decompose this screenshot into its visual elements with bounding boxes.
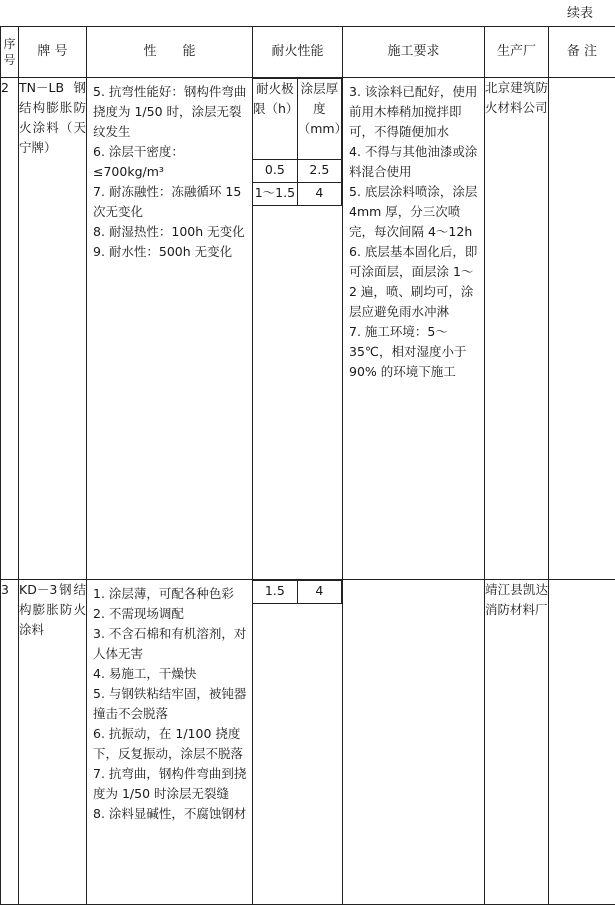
list-item: 6. 底层基本固化后，即可涂面层，面层涂 1～2 遍，喷、刷均可，涂层应避免雨水冲淋 — [349, 244, 478, 319]
list-item: 5. 抗弯性能好：钢构件弯曲挠度为 1/50 时，涂层无裂纹发生 — [93, 84, 247, 139]
row-number: 2 — [1, 78, 19, 580]
performance-cell — [87, 78, 253, 580]
list-item: 6. 涂层干密度：≤700kg/m³ — [93, 144, 184, 179]
header-manufacturer: 生产厂 — [485, 27, 549, 78]
fire-limit-value: 1～1.5 — [253, 183, 297, 206]
fire-thickness-header: 涂层厚度（mm） — [297, 79, 341, 160]
list-item: 3. 该涂料已配好，使用前用木棒稍加搅拌即可，不得随便加水 — [349, 84, 478, 139]
remarks-cell — [549, 580, 615, 905]
list-item: 1. 涂层薄，可配各种色彩 — [93, 586, 234, 601]
list-item: 9. 耐水性：500h 无变化 — [93, 244, 233, 259]
table-row — [1, 580, 615, 905]
brand-name: KD－3钢结构膨胀防火涂料 — [19, 580, 87, 905]
fire-limit-header: 耐火极限（h） — [253, 79, 297, 160]
header-no: 序号 — [1, 27, 19, 78]
list-item: 5. 底层涂料喷涂，涂层 4mm 厚，分三次喷完，每次间隔 4～12h — [349, 184, 478, 239]
list-item: 4. 不得与其他油漆或涂 料混合使用 — [349, 144, 478, 179]
row-number: 3 — [1, 580, 19, 905]
fire-thickness-value: 4 — [297, 183, 341, 206]
brand-name: TN－LB钢结构膨胀防火涂料（天宁牌） — [19, 78, 87, 580]
fire-subtable — [253, 580, 342, 604]
performance-cell — [87, 580, 253, 905]
list-item: 7. 耐冻融性：冻融循环 15 次无变化 — [93, 184, 242, 219]
list-item: 3. 不含石棉和有机溶剂，对人体无害 — [93, 626, 247, 661]
manufacturer-name: 靖江县凯达消防材料厂 — [485, 580, 549, 905]
list-item: 6. 抗振动，在 1/100 挠度下，反复振动，涂层不脱落 — [93, 726, 244, 761]
list-item: 7. 施工环境：5～35℃，相对湿度小于 90% 的环境下施工 — [349, 324, 467, 379]
fireproof-coating-table — [0, 26, 615, 905]
list-item: 8. 涂料显碱性，不腐蚀钢材 — [93, 806, 247, 821]
remarks-cell — [549, 78, 615, 580]
table-row — [1, 78, 615, 580]
list-item: 7. 抗弯曲，钢构件弯曲到挠度为 1/50 时涂层无裂缝 — [93, 766, 247, 801]
header-row — [1, 27, 615, 78]
fire-cell — [253, 580, 343, 905]
list-item: 2. 不需现场调配 — [93, 606, 184, 621]
fire-limit-value: 1.5 — [253, 581, 297, 604]
fire-limit-value: 0.5 — [253, 160, 297, 183]
list-item: 8. 耐湿热性：100h 无变化 — [93, 224, 245, 239]
construction-cell — [343, 78, 485, 580]
header-brand: 牌 号 — [19, 27, 87, 78]
fire-cell — [253, 78, 348, 580]
header-remarks: 备 注 — [549, 27, 615, 78]
continued-label: 续表 — [566, 6, 593, 21]
header-construction: 施工要求 — [343, 27, 485, 78]
fire-thickness-value: 4 — [297, 581, 341, 604]
header-fire: 耐火性能 — [253, 27, 343, 78]
list-item: 4. 易施工，干燥快 — [93, 666, 197, 681]
fire-subtable — [253, 78, 348, 206]
list-item: 5. 与钢铁粘结牢固，被钝器撞击不会脱落 — [93, 686, 247, 721]
construction-cell — [343, 580, 485, 905]
header-performance: 性 能 — [87, 27, 253, 78]
fire-thickness-value: 2.5 — [297, 160, 341, 183]
manufacturer-name: 北京建筑防火材料公司 — [485, 78, 549, 580]
